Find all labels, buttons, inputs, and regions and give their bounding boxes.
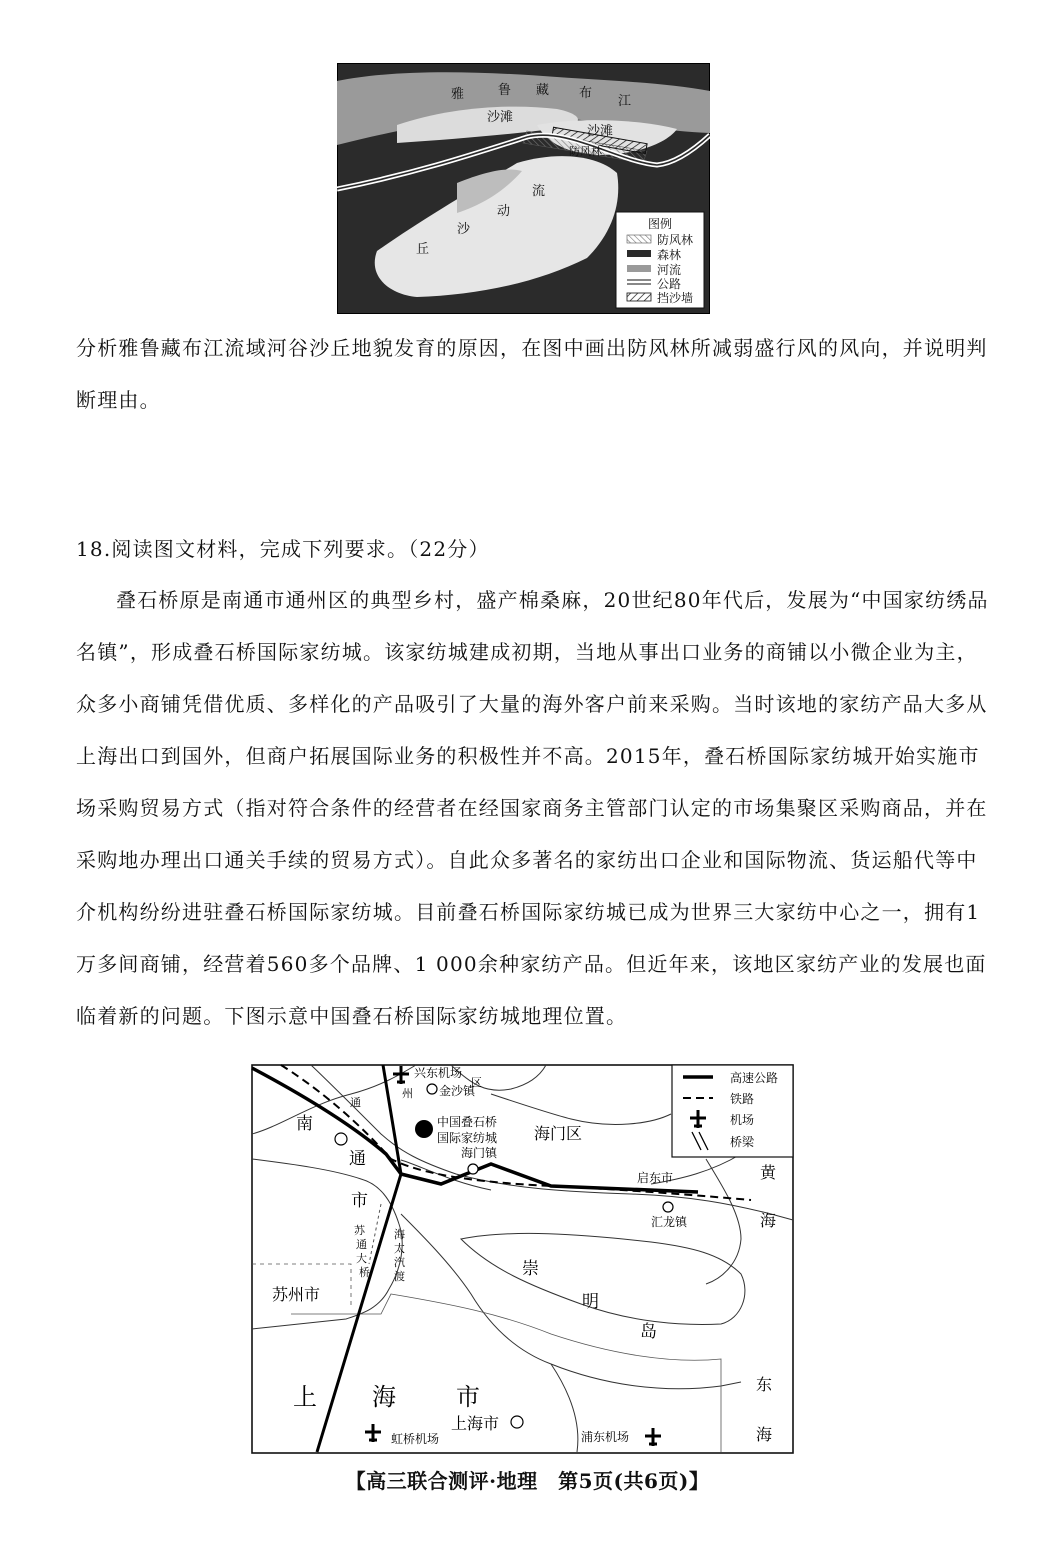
- tongzhou-char-1: 通: [350, 1096, 361, 1109]
- huilong-marker: [663, 1202, 673, 1212]
- shanghai-char-1: 上: [293, 1383, 317, 1411]
- forest-swatch: [627, 250, 651, 257]
- haitai-char-1: 海: [394, 1228, 405, 1241]
- dieshiqiao-marker: [415, 1120, 433, 1138]
- dieshiqiao-label-2: 国际家纺城: [437, 1131, 498, 1145]
- chongming-char-2: 明: [582, 1292, 599, 1312]
- sandbar-right-label: 沙滩: [587, 124, 614, 139]
- jinsha-marker: [427, 1084, 437, 1094]
- shanghai-city-label: 上海市: [451, 1414, 500, 1433]
- nantong-char-3: 市: [351, 1191, 368, 1211]
- q18-passage: 叠石桥原是南通市通州区的典型乡村，盛产棉桑麻，20世纪80年代后，发展为“中国家纺绣品名镇”，形成叠石桥国际家纺城。该家纺城建成初期，当地从事出口业务的商铺以小微企业为主，众多小商铺凭借优质、多样化的产品吸引了大量的海外客户前来采购。当时该地的家纺产品大多从上海出口到国外，但商户拓展国际业务的积极性并不高。2015年，叠石桥国际家纺城开始实施市场采购贸易方式（指对符合条件的经营者在经国家商务主管部门认定的市场集聚区采购商品，并在采购地办理出口通关手续的贸易方式）。自此众多著名的家纺出口企业和国际物流、货运船代等中介机构纷纷进驻叠石桥国际家纺城。目前叠石桥国际家纺城已成为世界三大家纺中心之一，拥有1万多间商铺，经营着560多个品牌、1 000余种家纺产品。但近年来，该地区家纺产业的发展也面临着新的问题。下图示意中国叠石桥国际家纺城地理位置。: [76, 588, 989, 1028]
- chongming-char-3: 岛: [640, 1322, 657, 1342]
- sutong-char-1: 苏: [354, 1224, 365, 1237]
- page-footer: 【高三联合测评·地理 第5页(共6页)】: [345, 1469, 710, 1493]
- river-char-3: 藏: [536, 83, 550, 98]
- map1-legend: [616, 212, 704, 308]
- shanghai-char-3: 市: [456, 1383, 480, 1411]
- shanghai-city-marker: [511, 1416, 523, 1428]
- qidong-label: 启东市: [637, 1171, 674, 1185]
- map2-legend: [672, 1065, 793, 1157]
- suzhou-label: 苏州市: [272, 1285, 321, 1304]
- dune-char-4: 丘: [416, 242, 430, 257]
- haimen-town-marker: [468, 1164, 478, 1174]
- haitai-char-4: 渡: [394, 1270, 405, 1283]
- shelterbelt-label: 防风林: [569, 145, 602, 158]
- legend-label-river: 河流: [657, 263, 682, 277]
- huilong-label: 汇龙镇: [651, 1215, 688, 1229]
- legend-label-forest: 森林: [657, 248, 682, 262]
- donghai-char-1: 东: [756, 1375, 773, 1394]
- huanghai-char-1: 黄: [760, 1163, 777, 1182]
- pudong-airport-label: 浦东机场: [581, 1430, 630, 1444]
- nantong-char-1: 南: [296, 1114, 313, 1134]
- sutong-char-3: 大: [356, 1252, 367, 1265]
- haitai-char-3: 汽: [394, 1256, 405, 1269]
- q17-question-text: 分析雅鲁藏布江流域河谷沙丘地貌发育的原因，在图中画出防风林所减弱盛行风的风向，并说明判断理由。: [76, 336, 988, 412]
- haimen-town-label: 海门镇: [461, 1146, 498, 1160]
- q18-heading: 18.阅读图文材料，完成下列要求。（22分）: [76, 537, 490, 561]
- chongming-char-1: 崇: [522, 1259, 539, 1279]
- haimen-district-label: 海门区: [534, 1124, 583, 1143]
- legend-label-bridge: 桥梁: [730, 1135, 755, 1149]
- jinsha-label: 金沙镇: [439, 1084, 476, 1098]
- dune-char-1: 流: [532, 184, 546, 199]
- yarlung-map-svg: [337, 63, 710, 314]
- river-char-1: 雅: [451, 87, 465, 102]
- nantong-char-2: 通: [349, 1149, 366, 1169]
- map1-legend-title: 图例: [648, 217, 673, 231]
- dieshiqiao-location-map: [251, 1064, 794, 1454]
- dieshiqiao-label-1: 中国叠石桥: [437, 1115, 498, 1129]
- dieshiqiao-map-svg: [251, 1064, 794, 1454]
- river-char-2: 鲁: [498, 83, 512, 98]
- shelterbelt-swatch: [627, 235, 651, 243]
- legend-label-railway: 铁路: [730, 1092, 755, 1106]
- river-swatch: [627, 265, 651, 272]
- dune-char-3: 沙: [457, 222, 471, 237]
- legend-label-sand-wall: 挡沙墙: [657, 291, 694, 305]
- legend-label-expressway: 高速公路: [730, 1071, 779, 1085]
- legend-label-airport: 机场: [730, 1113, 755, 1127]
- shanghai-char-2: 海: [372, 1383, 396, 1411]
- yarlung-map: [337, 63, 710, 314]
- xingdong-airport-label: 兴东机场: [414, 1066, 463, 1080]
- sandbar-left-label: 沙滩: [487, 110, 514, 125]
- sutong-char-4: 桥: [359, 1266, 370, 1279]
- nantong-city-marker: [335, 1133, 347, 1145]
- tongzhou-char-3: 区: [471, 1076, 482, 1089]
- legend-label-road: 公路: [657, 277, 682, 291]
- sand-wall-swatch: [627, 293, 651, 301]
- sutong-char-2: 通: [356, 1238, 367, 1251]
- dune-char-2: 动: [497, 204, 511, 219]
- donghai-char-2: 海: [756, 1425, 773, 1444]
- river-char-4: 布: [579, 86, 593, 101]
- hongqiao-airport-label: 虹桥机场: [391, 1432, 440, 1446]
- river-char-5: 江: [618, 94, 632, 109]
- legend-label-shelterbelt: 防风林: [657, 233, 694, 247]
- tongzhou-char-2: 州: [402, 1087, 413, 1100]
- huanghai-char-2: 海: [760, 1211, 777, 1230]
- haitai-char-2: 太: [394, 1242, 405, 1255]
